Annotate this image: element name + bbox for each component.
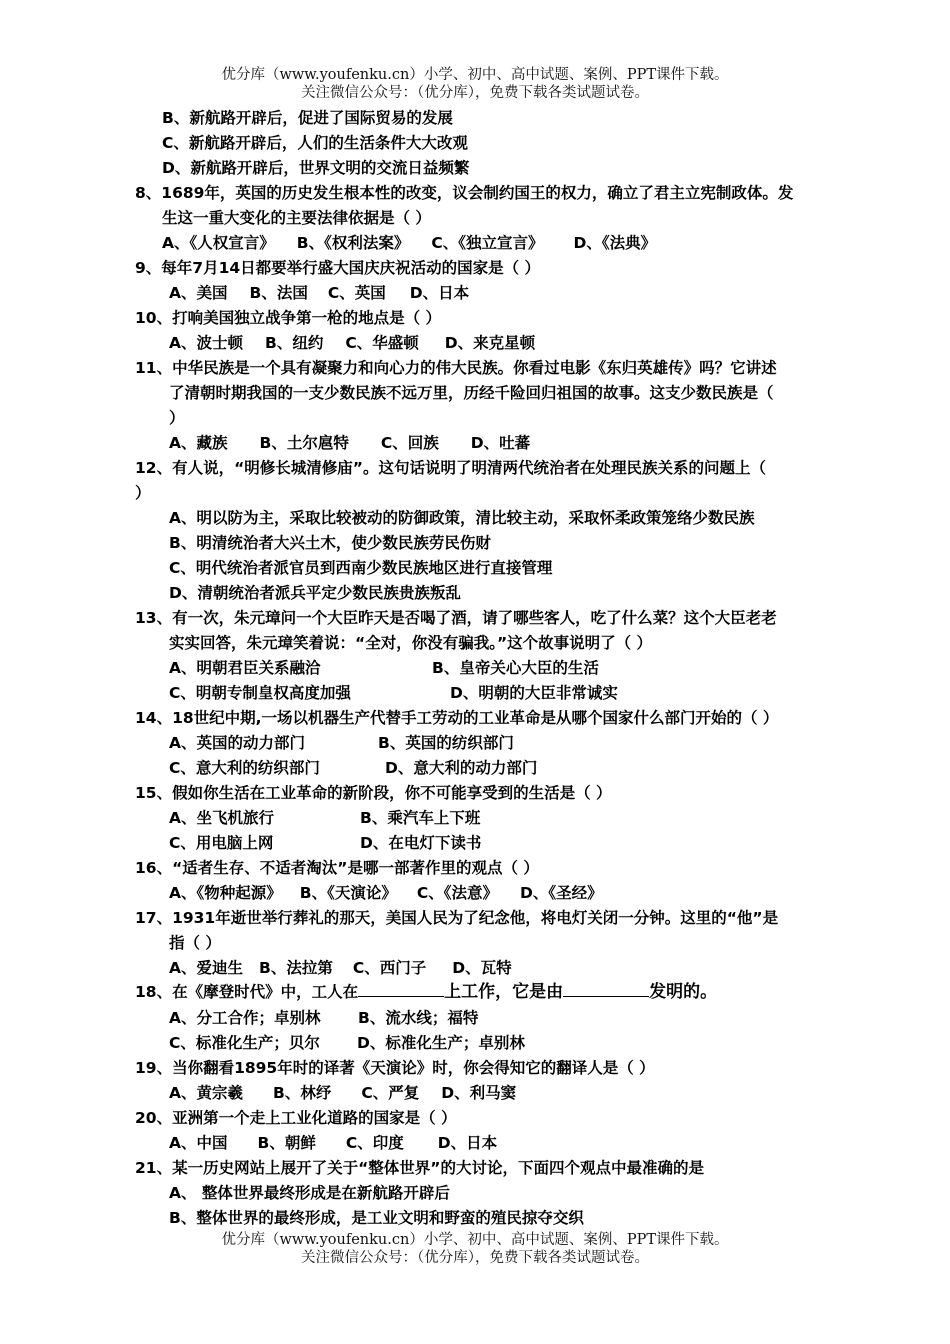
option-line: C、明代统治者派官员到西南少数民族地区进行直接管理: [169, 559, 553, 577]
question-16-options: [169, 883, 603, 903]
option: C、华盛顿: [345, 334, 419, 352]
option: A、明朝君臣关系融洽: [169, 659, 321, 677]
option: B、土尔扈特: [259, 434, 349, 452]
question-18-text: 发明的。: [649, 982, 718, 1002]
option: D、吐蕃: [470, 434, 531, 452]
question-18-text: 18、在《摩登时代》中，工人在: [135, 983, 359, 1001]
question-9: 9、每年7月14日都要举行盛大国庆庆祝活动的国家是（ ）: [135, 259, 541, 277]
answer-blank: [358, 982, 444, 997]
header-line-1: 优分库（www.youfenku.cn）小学、初中、高中试题、案例、PPT课件下载。: [221, 67, 729, 83]
option: C、《法意》: [416, 884, 498, 902]
option: A、《人权宣言》: [162, 234, 275, 252]
question-10: 10、打响美国独立战争第一枪的地点是（ ）: [135, 309, 441, 327]
option: D、日本: [437, 1134, 498, 1152]
option: B、纽约: [265, 334, 324, 352]
option: D、意大利的动力部门: [385, 759, 538, 777]
question-12: 12、有人说，“明修长城清修庙”。这句话说明了明清两代统治者在处理民族关系的问题上（: [135, 459, 766, 477]
option-line: A、明以防为主，采取比较被动的防御政策，清比较主动，采取怀柔政策笼络少数民族: [169, 509, 755, 527]
option: D、在电灯下读书: [360, 834, 482, 852]
option: C、回族: [380, 434, 439, 452]
option: A、坐飞机旅行: [169, 809, 274, 827]
option: B、法拉第: [259, 959, 333, 977]
option: C、《独立宣言》: [431, 234, 544, 252]
option: B、法国: [249, 284, 308, 302]
option-line: B、明清统治者大兴土木，使少数民族劳民伤财: [169, 534, 491, 552]
option-line: D、新航路开辟后，世界文明的交流日益频繁: [162, 159, 470, 177]
question-19-options: [169, 1083, 516, 1103]
option: A、美国: [169, 284, 228, 302]
question-8: 8、1689年，英国的历史发生根本性的改变，议会制约国王的权力，确立了君主立宪制政体。发: [135, 184, 794, 202]
option: A、《物种起源》: [169, 884, 282, 902]
question-8-cont: 生这一重大变化的主要法律依据是（ ）: [162, 209, 431, 227]
option: B、《天演论》: [299, 884, 397, 902]
option: B、林纾: [273, 1084, 332, 1102]
question-11-cont: ）: [169, 409, 185, 427]
option: C、意大利的纺织部门: [169, 759, 320, 777]
option: B、皇帝关心大臣的生活: [432, 659, 599, 677]
question-12-cont: ）: [135, 484, 151, 502]
option: C、英国: [327, 284, 386, 302]
option: A、藏族: [169, 434, 228, 452]
question-20: 20、亚洲第一个走上工业化道路的国家是（ ）: [135, 1109, 457, 1127]
option: A、波士顿: [169, 334, 243, 352]
answer-blank: [563, 982, 649, 997]
option: B、《权利法案》: [296, 234, 410, 252]
option: A、爱迪生: [169, 959, 243, 977]
option: A、黄宗羲: [169, 1084, 243, 1102]
question-14: 14、18世纪中期,一场以机器生产代替手工劳动的工业革命是从哪个国家什么部门开始的（ ）: [135, 709, 779, 727]
option: D、日本: [409, 284, 470, 302]
option: A、英国的动力部门: [169, 734, 305, 752]
option: D、瓦特: [452, 959, 512, 977]
option: C、明朝专制皇权高度加强: [169, 684, 351, 702]
question-9-options: [169, 283, 469, 303]
question-13-cont: 实实回答，朱元璋笑着说：“全对，你没有骗我。”这个故事说明了（ ）: [169, 634, 653, 652]
question-18: [135, 982, 717, 1002]
option: D、《圣经》: [519, 884, 603, 902]
option: B、乘汽车上下班: [360, 809, 481, 827]
option: C、印度: [345, 1134, 404, 1152]
option: D、明朝的大臣非常诚实: [450, 684, 618, 702]
option: C、用电脑上网: [169, 834, 274, 852]
option: C、西门子: [352, 959, 427, 977]
option: D、《法典》: [573, 234, 657, 252]
question-11-cont: 了清朝时期我国的一支少数民族不远万里，历经千险回归祖国的故事。这支少数民族是（: [169, 384, 774, 402]
option: B、英国的纺织部门: [378, 734, 514, 752]
option: D、利马窦: [441, 1084, 517, 1102]
option-line: D、清朝统治者派兵平定少数民族贵族叛乱: [169, 584, 461, 602]
page-footer: [0, 1231, 950, 1267]
option: B、流水线；福特: [358, 1009, 479, 1027]
option: C、严复: [361, 1084, 420, 1102]
question-17-cont: 指（ ）: [169, 934, 221, 952]
question-15: 15、假如你生活在工业革命的新阶段，你不可能享受到的生活是（ ）: [135, 784, 612, 802]
question-13: 13、有一次，朱元璋问一个大臣昨天是否喝了酒，请了哪些客人，吃了什么菜？这个大臣老老: [135, 609, 777, 627]
question-11-options: [169, 433, 530, 453]
option-line: A、 整体世界最终形成是在新航路开辟后: [169, 1184, 450, 1202]
header-line-2: 关注微信公众号：（优分库），免费下载各类试题试卷。: [301, 85, 649, 101]
option: D、标准化生产；卓别林: [357, 1034, 525, 1052]
option-line: B、新航路开辟后，促进了国际贸易的发展: [162, 109, 453, 127]
question-19: 19、当你翻看1895年时的译著《天演论》时，你会得知它的翻译人是（ ）: [135, 1059, 655, 1077]
question-18-text: 上工作，它是由: [444, 982, 564, 1002]
footer-line-1: 优分库（www.youfenku.cn）小学、初中、高中试题、案例、PPT课件下载。: [221, 1232, 729, 1248]
question-17: 17、1931年逝世举行葬礼的那天，美国人民为了纪念他，将电灯关闭一分钟。这里的“他”是: [135, 909, 779, 927]
footer-line-2: 关注微信公众号：（优分库），免费下载各类试题试卷。: [301, 1250, 649, 1266]
question-8-options: [162, 233, 656, 253]
option: A、中国: [169, 1134, 228, 1152]
question-20-options: [169, 1133, 497, 1153]
page-header: [0, 66, 950, 102]
option-line: C、新航路开辟后，人们的生活条件大大改观: [162, 134, 468, 152]
option: B、朝鲜: [257, 1134, 316, 1152]
option-line: B、整体世界的最终形成，是工业文明和野蛮的殖民掠夺交织: [169, 1209, 584, 1227]
option: C、标准化生产；贝尔: [169, 1034, 320, 1052]
question-10-options: [169, 333, 535, 353]
option: A、分工合作；卓别林: [169, 1009, 321, 1027]
question-17-options: [169, 958, 512, 978]
question-11: 11、中华民族是一个具有凝聚力和向心力的伟大民族。你看过电影《东归英雄传》吗？它讲述: [135, 359, 777, 377]
question-21: 21、某一历史网站上展开了关于“整体世界”的大讨论，下面四个观点中最准确的是: [135, 1159, 704, 1177]
option: D、来克星顿: [444, 334, 536, 352]
question-16: 16、“适者生存、不适者淘汰”是哪一部著作里的观点（ ）: [135, 859, 539, 877]
